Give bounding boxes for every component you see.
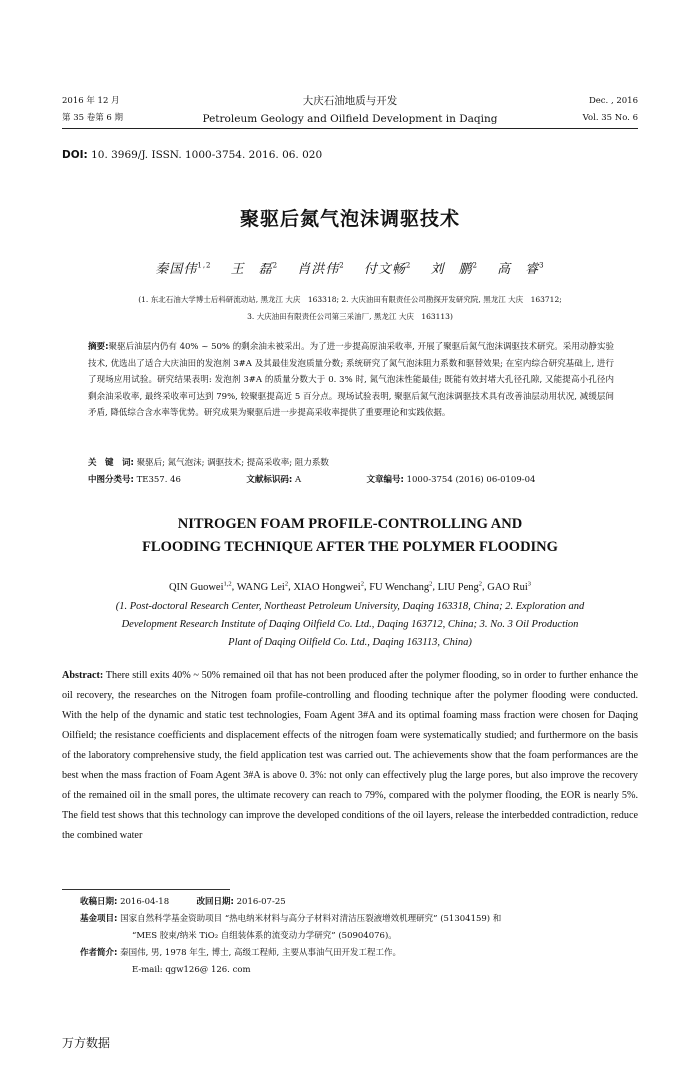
doc-code-value: A [294,475,302,485]
author-zh: 秦国伟$^{1,2}$ [155,261,212,277]
header-volume: 第 35 卷第 6 期 [62,113,124,123]
author-bio [80,945,401,962]
abstract-en-text: There still exits 40% ~ 50% remained oil that has not been produced after the polymer flooding, so in order to further enhance the oil recovery, the researches on the Nitrogen foam profile-controlling and flooding technique after the polymer flooding were conducted. With the help of the dynamic and static test technologies, Foam Agent 3#A and its optimal foaming mass fraction were chosen for Daqing Oilfield; the resistance coefficients and displacement effects of the nitrogen foam were systematically studied; and furthermore on the basis of the laboratory comprehensive study, the field application test was carried out. The achievements show that the foam performances are the best when the mass fraction of Foam Agent 3#A is above 0. 3%: not only can effectively plug the large pores, but also improve the recovery of the remained oil in the small pores, the ultimate recovery can reach to 79%, compared with the polymer flooding, the EOR is nearly 5%. The field test shows that this technology can improve the developed conditions of the oil layers, release the interbedded contradiction, reduce the combined water [62,670,638,841]
author-en: XIAO Hongwei$^2$ [293,580,364,593]
author-en: FU Wenchang$^2$ [369,580,433,593]
author-en: WANG Lei$^2$ [236,580,289,593]
abstract-en [62,666,638,846]
fund-line-1 [80,911,501,928]
title-zh: 聚驱后氮气泡沫调驱技术 [239,208,460,230]
footnote-rule [62,889,230,890]
article-no-value: 1000-3754 (2016) 06-0109-04 [406,475,536,485]
author-zh: 高 睿$^3$ [497,261,545,277]
header-volume-en: Vol. 35 No. 6 [582,113,638,123]
clc-label: 中图分类号: [88,475,134,485]
header-date: 2016 年 12 月 [62,96,120,106]
received-date: 2016-04-18 [120,897,170,907]
keywords-zh-text: 聚驱后; 氮气泡沫; 调驱技术; 提高采收率; 阻力系数 [136,458,329,468]
doc-code-label: 文献标识码: [246,475,293,485]
fund-label: 基金项目: [80,914,118,924]
fund-text-1: 国家自然科学基金资助项目 “热电纳米材料与高分子材料对清洁压裂液增效机理研究” (51304159) 和 [120,914,502,924]
affiliation-en-2: Development Research Institute of Daqing Oilfield Co. Ltd., Daqing 163712, China; 3. No. 3 Oil Production [121,619,579,630]
abstract-zh-label: 摘要: [88,342,109,352]
doi-label: DOI: [62,149,88,161]
affiliation-zh-2: 3. 大庆油田有限责任公司第三采油厂, 黑龙江 大庆 163113) [247,312,453,321]
revised-date: 2016-07-25 [236,897,286,907]
affiliation-en-3: Plant of Daqing Oilfield Co. Ltd., Daqing 163113, China) [228,637,472,648]
affiliation-en-1: (1. Post-doctoral Research Center, Northeast Petroleum University, Daqing 163318, China; 2. Exploration and [115,601,585,612]
received-label: 收稿日期: [80,897,118,907]
title-en-2: FLOODING TECHNIQUE AFTER THE POLYMER FLOODING [142,539,558,555]
doi [62,149,322,161]
header-date-en: Dec. , 2016 [588,96,638,106]
article-no-label: 文章编号: [366,475,404,485]
abstract-en-label: Abstract: [62,670,104,681]
revised-label: 改回日期: [196,897,234,907]
abstract-zh-text: 聚驱后油层内仍有 40% ~ 50% 的剩余油未被采出。为了进一步提高原油采收率, 开展了聚驱后氮气泡沫调驱技术研究。采用动静实验技术, 优选出了适合大庆油田的发泡剂 3#A 及其最佳发泡质量分数; 系统研究了氮气泡沫阻力系数和驱替效果; 在室内综合研究基础上, 进行了现场应用试验。研究结果表明: 发泡剂 3#A 的质量分数大于 0. 3% 时, 氮气泡沫性能最佳; 既能有效封堵大孔径孔隙, 又能提高小孔径内剩余油采收率, 最终采收率可达到 79%, 较聚驱提高近 5 百分点。现场试验表明, 聚驱后氮气泡沫调驱技术具有改善油层动用状况, 减缓层间矛盾, 降低综合含水率等优势。研究成果为聚驱后进一步提高采收率提供了重要理论和实践依据。 [88,342,614,419]
affiliation-zh-1: (1. 东北石油大学博士后科研流动站, 黑龙江 大庆 163318; 2. 大庆油田有限责任公司勘探开发研究院, 黑龙江 大庆 163712; [138,295,562,304]
author-zh: 肖洪伟$^2$ [297,261,345,277]
authors-zh [0,258,700,277]
dates [80,894,286,911]
author-bio-label: 作者简介: [80,948,118,958]
author-en: LIU Peng$^2$ [437,580,482,593]
keywords-zh-label: 关 键 词: [88,458,134,468]
clc-value: TE357. 46 [136,475,181,485]
author-email: E-mail: qgw126@ 126. com [132,965,251,975]
watermark: 万方数据 [62,1036,111,1050]
keywords-zh [88,455,614,472]
author-en: GAO Rui$^3$ [487,580,532,593]
author-en: QIN Guowei$^{1,2}$ [168,580,232,593]
abstract-zh [88,339,614,422]
title-en-1: NITROGEN FOAM PROFILE-CONTROLLING AND [177,516,523,532]
author-bio-text: 秦国伟, 男, 1978 年生, 博士, 高级工程师, 主要从事油气田开发工程工作。 [120,948,401,958]
journal-name-en: Petroleum Geology and Oilfield Development in Daqing [202,113,498,125]
authors-en: QIN Guowei$^{1,2}$, WANG Lei$^2$, XIAO Hongwei$^2$, FU Wenchang$^2$, LIU Peng$^2$, GAO Rui$^3$ [168,580,532,593]
classification-zh [88,472,614,489]
doi-value: 10. 3969/J. ISSN. 1000-3754. 2016. 06. 020 [91,149,323,161]
author-zh: 付文畅$^2$ [363,261,412,277]
author-zh: 刘 鹏$^2$ [430,261,479,277]
fund-text-2: “MES 胶束/纳米 TiO₂ 自组装体系的流变动力学研究” (50904076)。 [132,931,397,941]
journal-name-zh: 大庆石油地质与开发 [302,95,398,107]
author-zh: 王 磊$^2$ [230,261,279,277]
header-rule [62,128,638,129]
